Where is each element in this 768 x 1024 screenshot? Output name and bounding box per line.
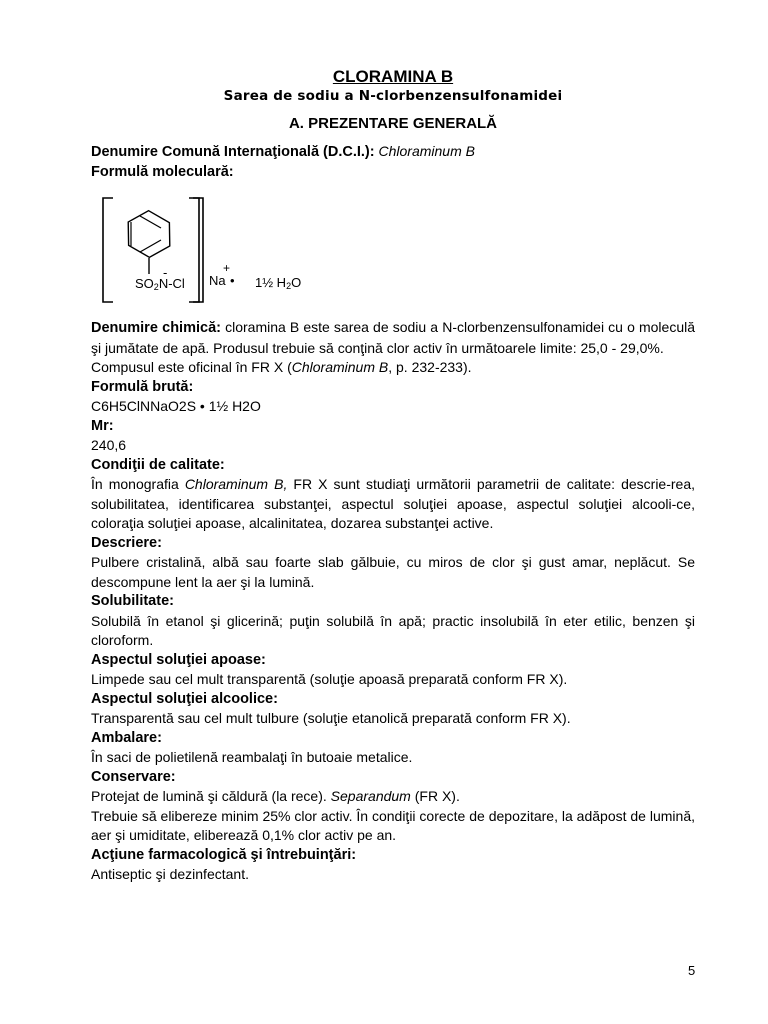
cons-line <box>91 787 695 807</box>
cons-pre: Protejat de lumină şi căldură (la rece). <box>91 788 331 804</box>
sol-label: Solubilitate: <box>91 593 174 609</box>
water-label <box>255 275 301 290</box>
cons-text2: Trebuie să elibereze minim 25% clor activ. În condiţii corecte de depozitare, la adăpost de lumină, aer şi umiditate, eliberează 0,1% clor activ pe an. <box>91 807 695 843</box>
water-o: O <box>291 275 302 290</box>
brute-formula: C6H5ClNNaO2S • 1½ H2O <box>91 398 261 414</box>
dci-label: Denumire Comună Internaţională (D.C.I.): <box>91 144 375 160</box>
chem-name-paragraph <box>91 318 695 358</box>
ncl-text: N-Cl <box>158 276 185 291</box>
double-bond-3 <box>140 216 161 228</box>
benzene-ring <box>118 205 180 264</box>
doc-subtitle: Sarea de sodiu a N-clorbenzensulfonamidei <box>223 88 563 104</box>
minus-sign: - <box>163 265 168 280</box>
quality-post: FR X sunt studiaţi următorii parametrii de calitate: descrie-rea, solubilitatea, identificarea substanţei, aspectul soluţiei apoase, aspectul soluţiei alcooli-ce, coloraţia soluţiei apoase, alcalinitatea, dozarea substanţei active. <box>91 476 695 531</box>
brute-label: Formulă brută: <box>91 378 194 395</box>
dci-line <box>91 142 695 163</box>
water-text: 1½ H <box>255 275 287 290</box>
mr-value: 240,6 <box>91 437 127 453</box>
alc-text: Transparentă sau cel mult tulbure (soluţie etanolică preparată conform FR X). <box>91 710 571 726</box>
inner-right-bracket <box>189 198 199 302</box>
document-page <box>91 66 695 885</box>
water-subscript: 2 <box>286 281 292 291</box>
quality-pre: În monografia <box>91 476 185 492</box>
plus-sign: + <box>223 261 231 275</box>
left-bracket <box>103 198 113 302</box>
so2-subscript: 2 <box>153 282 159 292</box>
so-text: SO <box>135 276 154 291</box>
oficinal-italic: Chloraminum B <box>291 359 389 375</box>
dci-value: Chloraminum B <box>378 143 475 159</box>
doc-title: CLORAMINA B <box>332 67 454 86</box>
chem-name-label: Denumire chimică: <box>91 320 221 336</box>
quality-label: Condiţii de calitate: <box>91 456 225 473</box>
section-heading: A. PREZENTARE GENERALĂ <box>288 115 498 132</box>
sol-text: Solubilă în etanol şi glicerină; puţin solubilă în apă; practic insolubilă în eter etilic, benzen şi cloroform. <box>91 612 695 648</box>
na-label: Na <box>209 273 226 288</box>
cons-label: Conservare: <box>91 768 176 785</box>
aq-label: Aspectul soluţiei apoase: <box>91 651 266 668</box>
so2ncl-label <box>135 276 185 291</box>
aq-text: Limpede sau cel mult transparentă (soluţie apoasă preparată conform FR X). <box>91 671 568 687</box>
action-text: Antiseptic şi dezinfectant. <box>91 866 249 882</box>
right-bracket <box>193 198 203 302</box>
desc-text: Pulbere cristalină, albă sau foarte slab gălbuie, cu miros de clor şi gust amar, neplăcut. Se descompune lent la aer şi la lumină. <box>91 554 695 590</box>
pack-text: În saci de polietilenă reambalaţi în butoaie metalice. <box>91 749 413 765</box>
quality-italic: Chloraminum B, <box>184 476 288 492</box>
pack-label: Ambalare: <box>91 729 162 746</box>
action-label: Acţiune farmacologică şi întrebuinţări: <box>91 846 357 863</box>
page-number: 5 <box>688 963 696 978</box>
cons-post: (FR X). <box>410 788 460 804</box>
cons-italic: Separandum <box>330 788 411 804</box>
double-bond-2 <box>140 240 161 252</box>
mr-label: Mr: <box>91 417 114 434</box>
desc-label: Descriere: <box>91 534 162 551</box>
dot-sign: • <box>230 273 235 288</box>
chem-name-text: cloramina B este sarea de sodiu a N-clorbenzensulfonamidei cu o moleculă şi jumătate de apă. Produsul trebuie să conţină clor activ în următoarele limite: 25,0 - 29,0%. <box>91 319 696 356</box>
alc-label: Aspectul soluţiei alcoolice: <box>91 690 278 707</box>
oficinal-post: , p. 232-233). <box>388 359 472 375</box>
quality-paragraph <box>91 475 695 534</box>
structural-formula <box>91 182 695 308</box>
oficinal-line <box>91 358 695 378</box>
oficinal-pre: Compusul este oficinal în FR X ( <box>91 359 292 375</box>
formula-label: Formulă moleculară: <box>91 163 234 180</box>
